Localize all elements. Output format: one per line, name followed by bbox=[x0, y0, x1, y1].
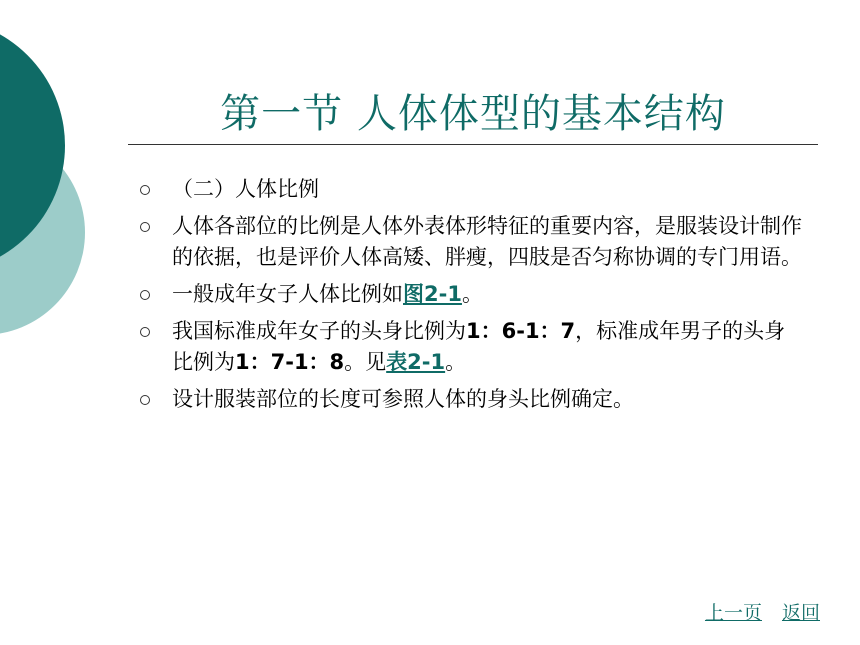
circle-bullet-icon bbox=[140, 327, 150, 337]
bullet-item bbox=[140, 174, 805, 205]
prev-page-link[interactable]: 上一页 bbox=[704, 602, 762, 624]
bullet-text: 设计服装部位的长度可参照人体的身头比例确定。 bbox=[172, 387, 634, 411]
bullet-text: （二）人体比例 bbox=[172, 177, 319, 201]
bullet-item bbox=[140, 384, 805, 415]
back-link[interactable]: 返回 bbox=[781, 602, 820, 624]
figure-2-1-link[interactable]: 图2-1 bbox=[403, 282, 462, 306]
female-ratio: 1：6-1：7 bbox=[466, 319, 576, 343]
bullet-text-mid: ，标准成年男子的头身比例为 bbox=[172, 319, 786, 374]
bullet-item bbox=[140, 211, 805, 273]
circle-bullet-icon bbox=[140, 222, 150, 232]
table-2-1-link[interactable]: 表2-1 bbox=[386, 350, 446, 374]
slide-nav bbox=[685, 598, 820, 625]
slide-title: 第一节 人体体型的基本结构 bbox=[220, 91, 726, 137]
title-divider bbox=[128, 144, 818, 145]
male-ratio: 1：7-1：8 bbox=[235, 350, 345, 374]
circle-bullet-icon bbox=[140, 290, 150, 300]
bullet-item bbox=[140, 279, 805, 310]
bullet-text: 我国标准成年女子的头身比例为 bbox=[172, 319, 466, 343]
bullet-text-see: 。见 bbox=[344, 350, 387, 374]
circle-bullet-icon bbox=[140, 185, 150, 195]
bullet-text: 人体各部位的比例是人体外表体形特征的重要内容，是服装设计制作的依据，也是评价人体高矮、胖瘦，四肢是否匀称协调的专门用语。 bbox=[172, 214, 802, 269]
bullet-text-end: 。 bbox=[461, 282, 483, 306]
bullet-item bbox=[140, 316, 805, 378]
bullet-text-end: 。 bbox=[445, 350, 467, 374]
bullet-list bbox=[140, 174, 805, 421]
bullet-text: 一般成年女子人体比例如 bbox=[172, 282, 403, 306]
circle-bullet-icon bbox=[140, 395, 150, 405]
